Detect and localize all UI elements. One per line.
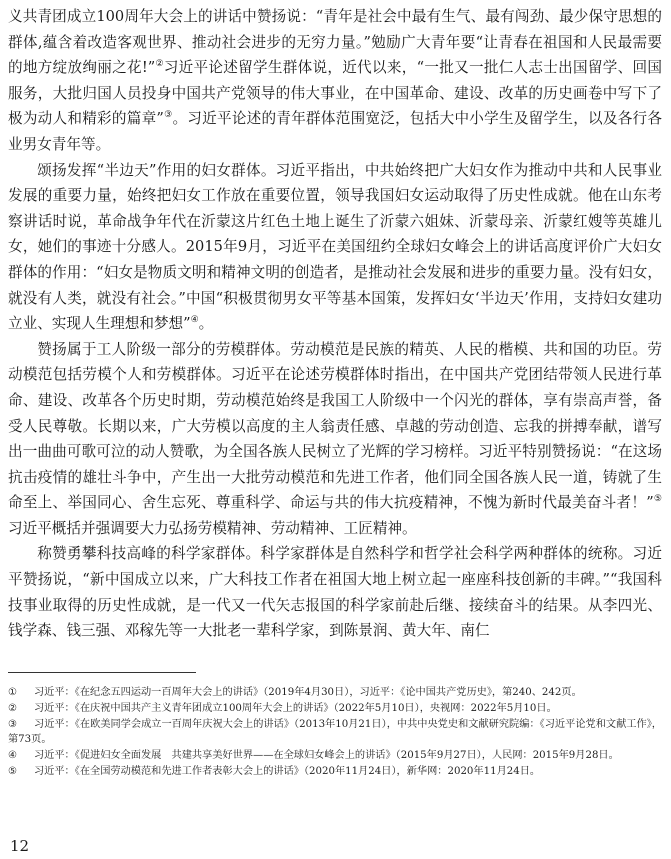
footnote-ref[interactable]: ⑤ <box>653 494 662 505</box>
footnote <box>8 764 662 779</box>
body-text <box>8 4 662 644</box>
paragraph-text: 称赞勇攀科技高峰的科学家群体。科学家群体是自然科学和哲学社会科学两种群体的统称。习近平赞扬说，“新中国成立以来，广大科技工作者在祖国大地上树立起一座座科技创新的丰碑。”“我国科技事业取得的历史性成就，是一代又一代矢志报国的科学家前赴后继、接续奋斗的结果。从李四光、钱学森、钱三强、邓稼先等一大批老一辈科学家，到陈景润、黄大年、南仁 <box>8 545 662 640</box>
paragraph-text: 。 <box>198 315 214 333</box>
paragraph <box>8 541 662 643</box>
footnote-text: 习近平：《在全国劳动模范和先进工作者表彰大会上的讲话》（2020年11月24日），新华网：2020年11月24日。 <box>34 766 541 777</box>
footnote <box>8 701 662 716</box>
footnote-text: 习近平：《促进妇女全面发展 共建共享美好世界——在全球妇女峰会上的讲话》（2015年9月27日），人民网：2015年9月28日。 <box>34 750 619 761</box>
footnote-ref[interactable]: ④ <box>190 315 199 326</box>
footnotes <box>8 685 662 780</box>
footnote-text: 习近平：《在庆祝中国共产主义青年团成立100周年大会上的讲话》（2022年5月10日），央视网：2022年5月10日。 <box>34 703 557 714</box>
footnote <box>8 717 662 747</box>
page-number: 12 <box>10 837 30 855</box>
paragraph <box>8 337 662 542</box>
footnote <box>8 748 662 763</box>
paragraph <box>8 4 662 158</box>
paragraph-text: 。习近平论述的青年群体范围宽泛，包括大中小学生及留学生，以及各行各业男女青年等。 <box>8 110 662 153</box>
footnote-mark: ⑤ <box>8 766 18 777</box>
paragraph-text: 赞扬属于工人阶级一部分的劳模群体。劳动模范是民族的精英、人民的楷模、共和国的功臣。劳动模范包括劳模个人和劳模群体。习近平在论述劳模群体时指出，在中国共产党团结带领人民进行革命、建设、改革各个历史时期，劳动模范始终是我国工人阶级中一个闪光的群体，享有崇高声誉，备受人民尊敬。长期以来，广大劳模以高度的主人翁责任感、卓越的劳动创造、忘我的拼搏奉献，谱写出一曲曲可歌可泣的动人赞歌，为全国各族人民树立了光辉的学习榜样。习近平特别赞扬说：“在这场抗击疫情的雄壮斗争中，产生出一大批劳动模范和先进工作者，他们同全国各族人民一道，铸就了生命至上、举国同心、舍生忘死、尊重科学、命运与共的伟大抗疫精神，不愧为新时代最美奋斗者！” <box>8 340 662 512</box>
paragraph-text: 颂扬发挥“半边天”作用的妇女群体。习近平指出，中共始终把广大妇女作为推动中共和人民事业发展的重要力量，始终把妇女工作放在重要位置，领导我国妇女运动取得了历史性成就。他在山东考察讲话时说，革命战争年代在沂蒙这片红色土地上诞生了沂蒙六姐妹、沂蒙母亲、沂蒙红嫂等英雄儿女，她们的事迹十分感人。2015年9月，习近平在美国纽约全球妇女峰会上的讲话高度评价广大妇女群体的作用：“妇女是物质文明和精神文明的创造者，是推动社会发展和进步的重要力量。没有妇女，就没有人类，就没有社会。”中国“积极贯彻男女平等基本国策，发挥妇女‘半边天’作用，支持妇女建功立业、实现人生理想和梦想” <box>8 161 662 333</box>
footnote-mark: ③ <box>8 719 18 730</box>
footnote-divider <box>8 672 196 673</box>
footnote-ref[interactable]: ② <box>155 59 164 70</box>
footnote-mark: ② <box>8 703 18 714</box>
paragraph <box>8 158 662 337</box>
paragraph-text: 义共青团成立100周年大会上的讲话中赞扬说：“青年是社会中最有生气、最有闯劲、最少保守思想的群体,蕴含着改造客观世界、推动社会进步的无穷力量。”勉励广大青年要“让青春在祖国和人民最需要的地方绽放绚丽之花!” <box>8 8 662 77</box>
footnote-text: 习近平：《在欧美同学会成立一百周年庆祝大会上的讲话》（2013年10月21日），中共中央党史和文献研究院编：《习近平论党和文献工作》，第73页。 <box>8 719 662 745</box>
paragraph-text: 习近平论述留学生群体说，近代以来，“一批又一批仁人志士出国留学、回国服务，大批归国人员投身中国共产党领导的伟大事业，在中国革命、建设、改革的历史画卷中写下了极为动人和精彩的篇章” <box>8 59 662 128</box>
footnote <box>8 685 662 700</box>
footnote-mark: ④ <box>8 750 18 761</box>
paragraph-text: 习近平概括并强调要大力弘扬劳模精神、劳动精神、工匠精神。 <box>8 519 417 537</box>
footnote-mark: ① <box>8 687 18 698</box>
footnote-text: 习近平：《在纪念五四运动一百周年大会上的讲话》（2019年4月30日），习近平：《论中国共产党历史》，第240、242页。 <box>34 687 582 698</box>
footnote-ref[interactable]: ③ <box>163 110 173 121</box>
